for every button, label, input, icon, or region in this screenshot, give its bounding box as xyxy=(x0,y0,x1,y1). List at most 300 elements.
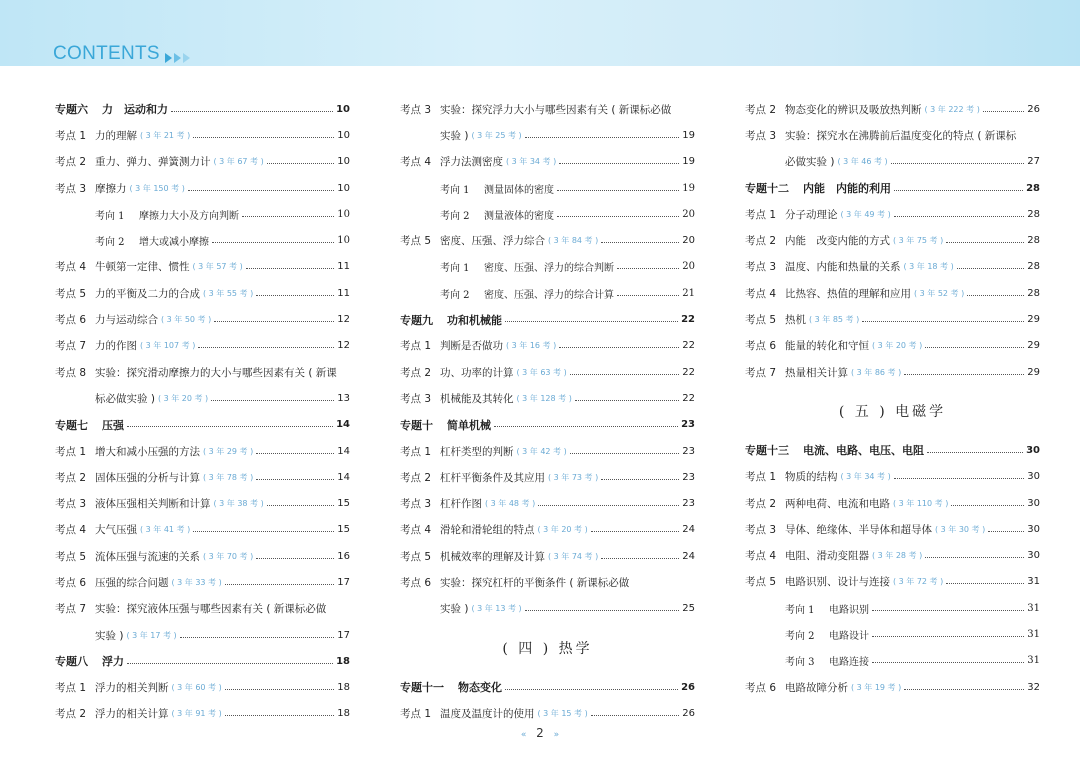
leader-dots xyxy=(193,137,334,138)
entry-label: 考点 2 xyxy=(400,366,432,379)
leader-dots xyxy=(267,505,335,506)
leader-dots xyxy=(505,321,678,322)
entry-label: 考点 2 xyxy=(55,471,87,484)
entry-label: 考点 2 xyxy=(55,708,87,721)
entry-title: 电路识别、设计与连接 xyxy=(785,576,890,589)
toc-entry[interactable] xyxy=(55,569,350,595)
entry-title: 热机 xyxy=(785,314,806,327)
entry-label: 考点 7 xyxy=(55,340,87,353)
page-ref: 12 xyxy=(337,314,350,326)
exam-count: ( 3 年 86 考 ) xyxy=(851,367,902,377)
entry-title: 密度、压强、浮力的综合判断 xyxy=(484,263,614,275)
page-ref: 11 xyxy=(337,261,350,273)
exam-count: ( 3 年 50 考 ) xyxy=(161,315,212,325)
entry-title: 实验 ) xyxy=(440,129,469,142)
exam-count: ( 3 年 60 考 ) xyxy=(171,683,222,693)
page-ref: 22 xyxy=(682,366,695,378)
entry-title: 比热容、热值的理解和应用 xyxy=(785,287,911,300)
entry-label: 考点 3 xyxy=(400,392,432,405)
page-ref: 22 xyxy=(681,314,695,326)
leader-dots xyxy=(211,400,334,401)
toc-subentry[interactable] xyxy=(400,175,695,201)
entry-label: 考点 4 xyxy=(55,524,87,537)
leader-dots xyxy=(525,137,680,138)
entry-label: 考点 8 xyxy=(55,366,87,379)
leader-dots xyxy=(872,610,1024,611)
toc-entry[interactable] xyxy=(55,675,350,701)
page-ref: 20 xyxy=(682,208,695,220)
entry-label: 考点 5 xyxy=(745,576,777,589)
page-ref: 10 xyxy=(337,235,350,247)
entry-title: 力与运动综合 xyxy=(95,314,158,327)
entry-title: 简单机械 xyxy=(447,418,491,432)
toc-entry[interactable] xyxy=(400,490,695,516)
entry-label: 考点 6 xyxy=(400,576,432,589)
page-ref: 28 xyxy=(1027,208,1040,220)
entry-title: 物态变化的辨识及吸放热判断 xyxy=(785,103,922,116)
entry-label: 考点 3 xyxy=(55,182,87,195)
page-ref: 28 xyxy=(1026,182,1040,194)
entry-label: 考点 4 xyxy=(745,550,777,563)
exam-count: ( 3 年 15 考 ) xyxy=(537,708,588,718)
toc-entry[interactable] xyxy=(55,333,350,359)
entry-label: 考向 1 xyxy=(95,210,125,222)
leader-dots xyxy=(967,295,1024,296)
entry-label: 考点 1 xyxy=(745,471,777,484)
toc-subentry[interactable] xyxy=(55,201,350,227)
toc-subentry[interactable] xyxy=(400,201,695,227)
entry-title: 内能 改变内能的方式 xyxy=(785,235,890,248)
leader-dots xyxy=(951,505,1024,506)
next-arrow-icon: » xyxy=(553,730,560,740)
exam-count: ( 3 年 19 考 ) xyxy=(851,682,902,692)
entry-title: 实验：探究水在沸腾前后温度变化的特点 ( 新课标 xyxy=(785,129,1017,142)
entry-title: 杠杆类型的判断 xyxy=(440,445,514,458)
leader-dots xyxy=(872,662,1024,663)
entry-label: 考向 1 xyxy=(440,263,470,275)
entry-label: 考点 1 xyxy=(400,445,432,458)
leader-dots xyxy=(127,663,333,664)
entry-label: 考点 1 xyxy=(400,340,432,353)
toc-entry[interactable] xyxy=(55,306,350,332)
entry-title: 电路连接 xyxy=(829,657,869,669)
toc-entry[interactable] xyxy=(55,701,350,727)
leader-dots xyxy=(570,374,680,375)
toc-entry[interactable] xyxy=(745,359,1040,385)
entry-title: 浮力法测密度 xyxy=(440,156,503,169)
entry-title: 能量的转化和守恒 xyxy=(785,340,869,353)
leader-dots xyxy=(242,216,334,217)
page-ref: 29 xyxy=(1027,314,1040,326)
page-ref: 18 xyxy=(336,655,350,667)
toc-column-right xyxy=(745,96,1040,700)
entry-title: 测量液体的密度 xyxy=(484,210,554,222)
page-ref: 19 xyxy=(682,129,695,141)
toc-entry[interactable] xyxy=(55,622,350,648)
toc-entry[interactable] xyxy=(400,96,695,122)
toc-entry[interactable] xyxy=(400,122,695,148)
leader-dots xyxy=(988,531,1024,532)
toc-entry[interactable] xyxy=(55,490,350,516)
toc-entry[interactable] xyxy=(55,149,350,175)
page-ref: 28 xyxy=(1027,261,1040,273)
toc-subentry[interactable] xyxy=(55,227,350,253)
toc-entry[interactable] xyxy=(55,254,350,280)
leader-dots xyxy=(188,190,334,191)
entry-title: 浮力的相关判断 xyxy=(95,682,169,695)
page-ref: 26 xyxy=(681,681,695,693)
exam-count: ( 3 年 150 考 ) xyxy=(129,183,185,193)
toc-entry[interactable] xyxy=(55,359,350,385)
toc-entry[interactable] xyxy=(55,122,350,148)
section-heading: ( 五 ) 电磁学 xyxy=(838,404,947,421)
toc-entry[interactable] xyxy=(400,227,695,253)
entry-label: 考点 1 xyxy=(55,445,87,458)
exam-count: ( 3 年 85 考 ) xyxy=(809,315,860,325)
entry-title: 电路设计 xyxy=(829,630,869,642)
page-ref: 23 xyxy=(681,419,695,431)
entry-label: 考点 1 xyxy=(400,707,432,720)
entry-label: 考点 4 xyxy=(400,156,432,169)
leader-dots xyxy=(127,426,333,427)
entry-title: 摩擦力 xyxy=(95,182,127,195)
toc-entry[interactable] xyxy=(745,254,1040,280)
leader-dots xyxy=(570,453,680,454)
exam-count: ( 3 年 70 考 ) xyxy=(203,551,254,561)
page-ref: 24 xyxy=(682,550,695,562)
leader-dots xyxy=(559,347,679,348)
entry-title: 功、功率的计算 xyxy=(440,366,514,379)
entry-label: 考向 2 xyxy=(440,289,470,301)
entry-label: 专题七 xyxy=(55,418,88,432)
toc-entry[interactable] xyxy=(55,280,350,306)
toc-entry[interactable] xyxy=(745,280,1040,306)
leader-dots xyxy=(557,190,679,191)
leader-dots xyxy=(894,190,1023,191)
entry-title: 杠杆作图 xyxy=(440,498,482,511)
toc-entry[interactable] xyxy=(400,596,695,622)
page-ref: 10 xyxy=(337,129,350,141)
entry-title: 压强 xyxy=(102,418,124,432)
page-ref: 12 xyxy=(337,340,350,352)
section-heading: ( 四 ) 热学 xyxy=(502,640,593,657)
entry-label: 考点 2 xyxy=(745,497,777,510)
entry-label: 考向 3 xyxy=(785,657,815,669)
page-ref: 11 xyxy=(337,287,350,299)
toc-entry[interactable] xyxy=(745,569,1040,595)
leader-dots xyxy=(256,453,334,454)
entry-title: 实验：探究浮力大小与哪些因素有关 ( 新课标必做 xyxy=(440,103,672,116)
toc-topic-entry[interactable] xyxy=(400,306,695,332)
toc-subentry[interactable] xyxy=(400,280,695,306)
entry-title: 实验 ) xyxy=(95,629,124,642)
exam-count: ( 3 年 33 考 ) xyxy=(171,577,222,587)
entry-title: 温度、内能和热量的关系 xyxy=(785,261,901,274)
toc-entry[interactable] xyxy=(400,517,695,543)
entry-title: 牛顿第一定律、惯性 xyxy=(95,261,190,274)
entry-label: 考点 2 xyxy=(745,103,777,116)
toc-entry[interactable] xyxy=(55,596,350,622)
leader-dots xyxy=(256,479,334,480)
toc-entry[interactable] xyxy=(400,569,695,595)
toc-subentry[interactable] xyxy=(745,595,1040,621)
exam-count: ( 3 年 20 考 ) xyxy=(537,525,588,535)
toc-column-left xyxy=(55,96,350,727)
page-ref: 26 xyxy=(682,707,695,719)
leader-dots xyxy=(872,636,1024,637)
entry-title: 增大和减小压强的方法 xyxy=(95,445,200,458)
toc-entry[interactable] xyxy=(55,175,350,201)
entry-title: 固体压强的分析与计算 xyxy=(95,471,200,484)
entry-title: 测量固体的密度 xyxy=(484,184,554,196)
leader-dots xyxy=(525,610,680,611)
exam-count: ( 3 年 16 考 ) xyxy=(506,341,557,351)
entry-label: 考点 3 xyxy=(745,523,777,536)
page-ref: 19 xyxy=(682,182,695,194)
exam-count: ( 3 年 28 考 ) xyxy=(872,551,923,561)
leader-dots xyxy=(225,715,335,716)
page-ref: 25 xyxy=(682,603,695,615)
page-ref: 28 xyxy=(1027,287,1040,299)
exam-count: ( 3 年 17 考 ) xyxy=(126,630,177,640)
entry-label: 考点 5 xyxy=(55,287,87,300)
page-ref: 31 xyxy=(1027,655,1040,667)
entry-title: 温度及温度计的使用 xyxy=(440,707,535,720)
toc-entry[interactable] xyxy=(745,674,1040,700)
toc-subentry[interactable] xyxy=(745,648,1040,674)
page-ref: 10 xyxy=(336,103,350,115)
entry-label: 考向 1 xyxy=(440,184,470,196)
entry-title: 功和机械能 xyxy=(447,313,502,327)
toc-entry[interactable] xyxy=(745,201,1040,227)
toc-topic-entry[interactable] xyxy=(55,648,350,674)
leader-dots xyxy=(180,637,335,638)
toc-entry[interactable] xyxy=(745,542,1040,568)
entry-label: 考向 2 xyxy=(440,210,470,222)
page-ref: 21 xyxy=(682,287,695,299)
entry-title: 杠杆平衡条件及其应用 xyxy=(440,471,545,484)
leader-dots xyxy=(946,583,1024,584)
leader-dots xyxy=(894,216,1025,217)
entry-label: 考点 5 xyxy=(745,314,777,327)
leader-dots xyxy=(591,531,680,532)
toc-entry[interactable] xyxy=(400,438,695,464)
entry-title: 力 运动和力 xyxy=(102,103,168,117)
toc-entry[interactable] xyxy=(745,464,1040,490)
toc-topic-entry[interactable] xyxy=(400,674,695,700)
exam-count: ( 3 年 25 考 ) xyxy=(471,130,522,140)
entry-title: 力的作图 xyxy=(95,340,137,353)
page-ref: 23 xyxy=(682,498,695,510)
entry-label: 考点 7 xyxy=(55,603,87,616)
exam-count: ( 3 年 63 考 ) xyxy=(516,367,567,377)
leader-dots xyxy=(575,400,679,401)
exam-count: ( 3 年 21 考 ) xyxy=(140,130,191,140)
entry-title: 摩擦力大小及方向判断 xyxy=(139,210,239,222)
exam-count: ( 3 年 30 考 ) xyxy=(935,524,986,534)
exam-count: ( 3 年 13 考 ) xyxy=(471,604,522,614)
leader-dots xyxy=(256,558,334,559)
page-ref: 30 xyxy=(1027,550,1040,562)
entry-label: 考点 4 xyxy=(55,261,87,274)
entry-title: 热量相关计算 xyxy=(785,366,848,379)
toc-entry[interactable] xyxy=(400,464,695,490)
toc-entry[interactable] xyxy=(745,149,1040,175)
toc-entry[interactable] xyxy=(400,359,695,385)
leader-dots xyxy=(559,163,679,164)
exam-count: ( 3 年 110 考 ) xyxy=(893,498,949,508)
entry-title: 判断是否做功 xyxy=(440,340,503,353)
toc-entry[interactable] xyxy=(400,385,695,411)
entry-label: 考点 6 xyxy=(745,681,777,694)
entry-label: 考向 1 xyxy=(785,604,815,616)
entry-label: 考点 3 xyxy=(745,261,777,274)
toc-topic-entry[interactable] xyxy=(400,412,695,438)
exam-count: ( 3 年 67 考 ) xyxy=(213,157,264,167)
exam-count: ( 3 年 75 考 ) xyxy=(893,236,944,246)
toc-entry[interactable] xyxy=(55,438,350,464)
page-number: 2 xyxy=(536,726,544,740)
entry-title: 标必做实验 ) xyxy=(95,392,155,405)
entry-title: 物态变化 xyxy=(458,681,502,695)
entry-label: 考点 3 xyxy=(400,498,432,511)
entry-title: 重力、弹力、弹簧测力计 xyxy=(95,156,211,169)
page-ref: 22 xyxy=(682,392,695,404)
toc-entry[interactable] xyxy=(745,227,1040,253)
leader-dots xyxy=(983,111,1024,112)
entry-title: 两种电荷、电流和电路 xyxy=(785,497,890,510)
toc-entry[interactable] xyxy=(400,149,695,175)
leader-dots xyxy=(225,689,335,690)
page-ref: 31 xyxy=(1027,576,1040,588)
exam-count: ( 3 年 84 考 ) xyxy=(548,236,599,246)
entry-title: 物质的结构 xyxy=(785,471,838,484)
leader-dots xyxy=(891,163,1025,164)
entry-label: 考点 1 xyxy=(745,208,777,221)
entry-label: 专题十 xyxy=(400,418,433,432)
entry-label: 考点 5 xyxy=(400,550,432,563)
leader-dots xyxy=(957,268,1025,269)
leader-dots xyxy=(557,216,679,217)
page-ref: 20 xyxy=(682,235,695,247)
contents-title: CONTENTS xyxy=(53,43,160,64)
toc-entry[interactable] xyxy=(745,490,1040,516)
page-ref: 30 xyxy=(1027,471,1040,483)
exam-count: ( 3 年 128 考 ) xyxy=(516,393,572,403)
toc-entry[interactable] xyxy=(745,122,1040,148)
exam-count: ( 3 年 46 考 ) xyxy=(837,157,888,167)
entry-label: 考点 3 xyxy=(55,498,87,511)
exam-count: ( 3 年 38 考 ) xyxy=(213,499,264,509)
toc-topic-entry[interactable] xyxy=(745,175,1040,201)
entry-label: 考点 5 xyxy=(55,550,87,563)
exam-count: ( 3 年 52 考 ) xyxy=(914,288,965,298)
contents-header-band xyxy=(0,0,1080,66)
toc-subentry[interactable] xyxy=(745,621,1040,647)
exam-count: ( 3 年 73 考 ) xyxy=(548,472,599,482)
leader-dots xyxy=(193,531,334,532)
page-ref: 28 xyxy=(1027,235,1040,247)
leader-dots xyxy=(212,242,334,243)
toc-entry[interactable] xyxy=(55,543,350,569)
page-ref: 32 xyxy=(1027,681,1040,693)
toc-entry[interactable] xyxy=(745,306,1040,332)
page-ref: 17 xyxy=(337,629,350,641)
page-ref: 30 xyxy=(1027,523,1040,535)
entry-label: 专题九 xyxy=(400,313,433,327)
leader-dots xyxy=(505,689,678,690)
entry-title: 电阻、滑动变阻器 xyxy=(785,550,869,563)
exam-count: ( 3 年 20 考 ) xyxy=(157,393,209,403)
toc-entry[interactable] xyxy=(55,464,350,490)
page-ref: 17 xyxy=(337,576,350,588)
exam-count: ( 3 年 78 考 ) xyxy=(203,472,254,482)
entry-title: 分子动理论 xyxy=(785,208,838,221)
exam-count: ( 3 年 41 考 ) xyxy=(140,525,191,535)
leader-dots xyxy=(601,558,679,559)
exam-count: ( 3 年 48 考 ) xyxy=(485,499,536,509)
leader-dots xyxy=(171,111,333,112)
toc-entry[interactable] xyxy=(745,516,1040,542)
toc-entry[interactable] xyxy=(745,96,1040,122)
exam-count: ( 3 年 42 考 ) xyxy=(516,446,567,456)
leader-dots xyxy=(538,505,679,506)
toc-entry[interactable] xyxy=(745,333,1040,359)
toc-entry[interactable] xyxy=(400,700,695,726)
entry-title: 电流、电路、电压、电阻 xyxy=(803,444,924,458)
exam-count: ( 3 年 91 考 ) xyxy=(171,709,222,719)
entry-label: 考点 2 xyxy=(745,235,777,248)
toc-entry[interactable] xyxy=(55,517,350,543)
page-ref: 20 xyxy=(682,261,695,273)
leader-dots xyxy=(946,242,1024,243)
toc-topic-entry[interactable] xyxy=(55,96,350,122)
entry-title: 机械能及其转化 xyxy=(440,392,514,405)
entry-title: 力的平衡及二力的合成 xyxy=(95,287,200,300)
exam-count: ( 3 年 57 考 ) xyxy=(192,262,243,272)
page-ref: 31 xyxy=(1027,602,1040,614)
page-ref: 30 xyxy=(1026,444,1040,456)
entry-label: 专题十二 xyxy=(745,182,789,196)
leader-dots xyxy=(601,242,679,243)
leader-dots xyxy=(256,295,334,296)
leader-dots xyxy=(894,478,1025,479)
entry-label: 考点 2 xyxy=(55,156,87,169)
entry-label: 考点 7 xyxy=(745,366,777,379)
entry-label: 考点 3 xyxy=(400,103,432,116)
page-ref: 23 xyxy=(682,445,695,457)
toc-entry[interactable] xyxy=(55,385,350,411)
exam-count: ( 3 年 20 考 ) xyxy=(872,341,923,351)
toc-entry[interactable] xyxy=(400,543,695,569)
entry-label: 考点 5 xyxy=(400,235,432,248)
entry-label: 考点 3 xyxy=(745,129,777,142)
toc-subentry[interactable] xyxy=(400,254,695,280)
entry-title: 导体、绝缘体、半导体和超导体 xyxy=(785,523,932,536)
leader-dots xyxy=(214,321,334,322)
entry-title: 压强的综合问题 xyxy=(95,576,169,589)
toc-topic-entry[interactable] xyxy=(55,412,350,438)
page-ref: 14 xyxy=(337,445,350,457)
exam-count: ( 3 年 72 考 ) xyxy=(893,577,944,587)
toc-topic-entry[interactable] xyxy=(745,437,1040,463)
page-ref: 14 xyxy=(336,419,350,431)
exam-count: ( 3 年 29 考 ) xyxy=(203,446,254,456)
leader-dots xyxy=(927,452,1023,453)
entry-title: 力的理解 xyxy=(95,129,137,142)
entry-label: 专题六 xyxy=(55,103,88,117)
toc-entry[interactable] xyxy=(400,333,695,359)
